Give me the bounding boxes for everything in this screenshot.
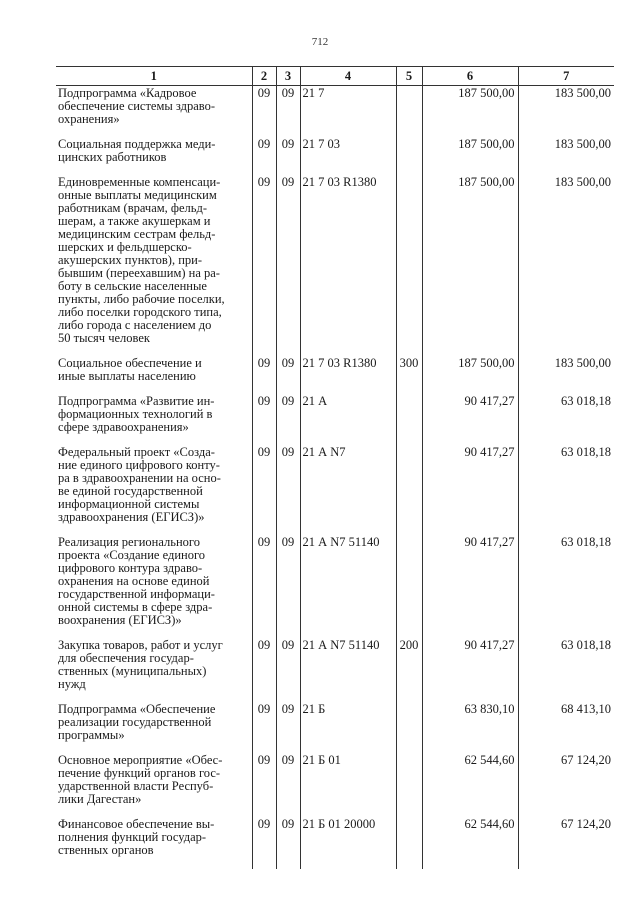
cell-amount-year2: 183 500,00 xyxy=(518,138,614,176)
cell-subsection: 09 xyxy=(276,754,300,818)
cell-amount-year2: 63 018,18 xyxy=(518,446,614,536)
table-row xyxy=(56,536,614,639)
cell-subsection: 09 xyxy=(276,138,300,176)
cell-name: Подпрограмма «Кадровое обеспечение системы здраво- охранения» xyxy=(56,86,252,139)
cell-target-article: 21 А N7 51140 xyxy=(300,639,396,703)
cell-subsection: 09 xyxy=(276,176,300,357)
column-header: 6 xyxy=(422,67,518,86)
cell-target-article: 21 А N7 51140 xyxy=(300,536,396,639)
cell-expense-type xyxy=(396,446,422,536)
cell-amount-year1: 90 417,27 xyxy=(422,395,518,446)
cell-section: 09 xyxy=(252,703,276,754)
cell-amount-year2: 67 124,20 xyxy=(518,818,614,869)
cell-subsection: 09 xyxy=(276,536,300,639)
cell-target-article: 21 7 03 R1380 xyxy=(300,357,396,395)
table-row xyxy=(56,703,614,754)
cell-subsection: 09 xyxy=(276,639,300,703)
column-header: 3 xyxy=(276,67,300,86)
cell-subsection: 09 xyxy=(276,818,300,869)
cell-expense-type: 200 xyxy=(396,639,422,703)
cell-expense-type xyxy=(396,176,422,357)
table-row xyxy=(56,639,614,703)
cell-subsection: 09 xyxy=(276,86,300,139)
cell-amount-year1: 62 544,60 xyxy=(422,818,518,869)
cell-section: 09 xyxy=(252,639,276,703)
cell-name: Федеральный проект «Созда- ние единого цифрового конту- ра в здравоохранении на осно- ве единой государственной информационной системы здравоохранения (ЕГИСЗ)» xyxy=(56,446,252,536)
cell-target-article: 21 Б 01 20000 xyxy=(300,818,396,869)
cell-subsection: 09 xyxy=(276,703,300,754)
cell-expense-type: 300 xyxy=(396,357,422,395)
cell-section: 09 xyxy=(252,357,276,395)
table-row xyxy=(56,138,614,176)
table-body xyxy=(56,86,614,870)
column-header: 1 xyxy=(56,67,252,86)
table-row xyxy=(56,395,614,446)
cell-section: 09 xyxy=(252,86,276,139)
page-number: 712 xyxy=(311,36,329,48)
cell-amount-year1: 63 830,10 xyxy=(422,703,518,754)
cell-expense-type xyxy=(396,703,422,754)
budget-table xyxy=(56,66,614,869)
cell-subsection: 09 xyxy=(276,446,300,536)
cell-target-article: 21 Б xyxy=(300,703,396,754)
cell-expense-type xyxy=(396,754,422,818)
table-row xyxy=(56,446,614,536)
cell-name: Подпрограмма «Развитие ин- формационных технологий в сфере здравоохранения» xyxy=(56,395,252,446)
table-row xyxy=(56,818,614,869)
cell-target-article: 21 7 03 R1380 xyxy=(300,176,396,357)
column-header: 4 xyxy=(300,67,396,86)
cell-target-article: 21 А N7 xyxy=(300,446,396,536)
cell-amount-year2: 68 413,10 xyxy=(518,703,614,754)
cell-amount-year2: 183 500,00 xyxy=(518,357,614,395)
cell-amount-year1: 90 417,27 xyxy=(422,446,518,536)
cell-amount-year2: 183 500,00 xyxy=(518,176,614,357)
cell-target-article: 21 7 xyxy=(300,86,396,139)
cell-name: Единовременные компенсаци- онные выплаты медицинским работникам (врачам, фельд- шерам, а также акушеркам и медицинским сестрам фельд- шерских и фельдшерско- акушерских пунктов), при- бывшим (переехавшим) на ра- боту в сельские населенные пункты, либо рабочие поселки, либо поселки городского типа, либо города с населением до 50 тысяч человек xyxy=(56,176,252,357)
cell-amount-year1: 187 500,00 xyxy=(422,138,518,176)
table-row xyxy=(56,86,614,139)
cell-amount-year2: 63 018,18 xyxy=(518,536,614,639)
cell-amount-year2: 183 500,00 xyxy=(518,86,614,139)
cell-name: Основное мероприятие «Обес- печение функций органов гос- ударственной власти Респуб- лики Дагестан» xyxy=(56,754,252,818)
cell-name: Финансовое обеспечение вы- полнения функций государ- ственных органов xyxy=(56,818,252,869)
cell-subsection: 09 xyxy=(276,395,300,446)
column-header: 2 xyxy=(252,67,276,86)
cell-amount-year1: 187 500,00 xyxy=(422,86,518,139)
cell-target-article: 21 7 03 xyxy=(300,138,396,176)
cell-amount-year1: 187 500,00 xyxy=(422,357,518,395)
column-header: 7 xyxy=(518,67,614,86)
table-row xyxy=(56,176,614,357)
table-row xyxy=(56,357,614,395)
cell-amount-year1: 90 417,27 xyxy=(422,639,518,703)
cell-section: 09 xyxy=(252,395,276,446)
cell-name: Социальная поддержка меди- цинских работников xyxy=(56,138,252,176)
cell-section: 09 xyxy=(252,176,276,357)
cell-name: Реализация регионального проекта «Создание единого цифрового контура здраво- охранения на основе единой государственной информаци- онной системы в сфере здра- воохранения (ЕГИСЗ)» xyxy=(56,536,252,639)
cell-amount-year1: 90 417,27 xyxy=(422,536,518,639)
cell-name: Социальное обеспечение и иные выплаты населению xyxy=(56,357,252,395)
cell-target-article: 21 Б 01 xyxy=(300,754,396,818)
cell-expense-type xyxy=(396,818,422,869)
cell-name: Закупка товаров, работ и услуг для обеспечения государ- ственных (муниципальных) нужд xyxy=(56,639,252,703)
cell-section: 09 xyxy=(252,138,276,176)
column-header: 5 xyxy=(396,67,422,86)
cell-amount-year1: 187 500,00 xyxy=(422,176,518,357)
cell-target-article: 21 А xyxy=(300,395,396,446)
cell-name: Подпрограмма «Обеспечение реализации государственной программы» xyxy=(56,703,252,754)
cell-section: 09 xyxy=(252,818,276,869)
cell-expense-type xyxy=(396,536,422,639)
cell-section: 09 xyxy=(252,536,276,639)
cell-section: 09 xyxy=(252,754,276,818)
cell-expense-type xyxy=(396,395,422,446)
cell-section: 09 xyxy=(252,446,276,536)
cell-subsection: 09 xyxy=(276,357,300,395)
cell-amount-year2: 63 018,18 xyxy=(518,395,614,446)
cell-amount-year1: 62 544,60 xyxy=(422,754,518,818)
table-header xyxy=(56,67,614,86)
cell-amount-year2: 63 018,18 xyxy=(518,639,614,703)
cell-expense-type xyxy=(396,86,422,139)
cell-amount-year2: 67 124,20 xyxy=(518,754,614,818)
cell-expense-type xyxy=(396,138,422,176)
table-row xyxy=(56,754,614,818)
